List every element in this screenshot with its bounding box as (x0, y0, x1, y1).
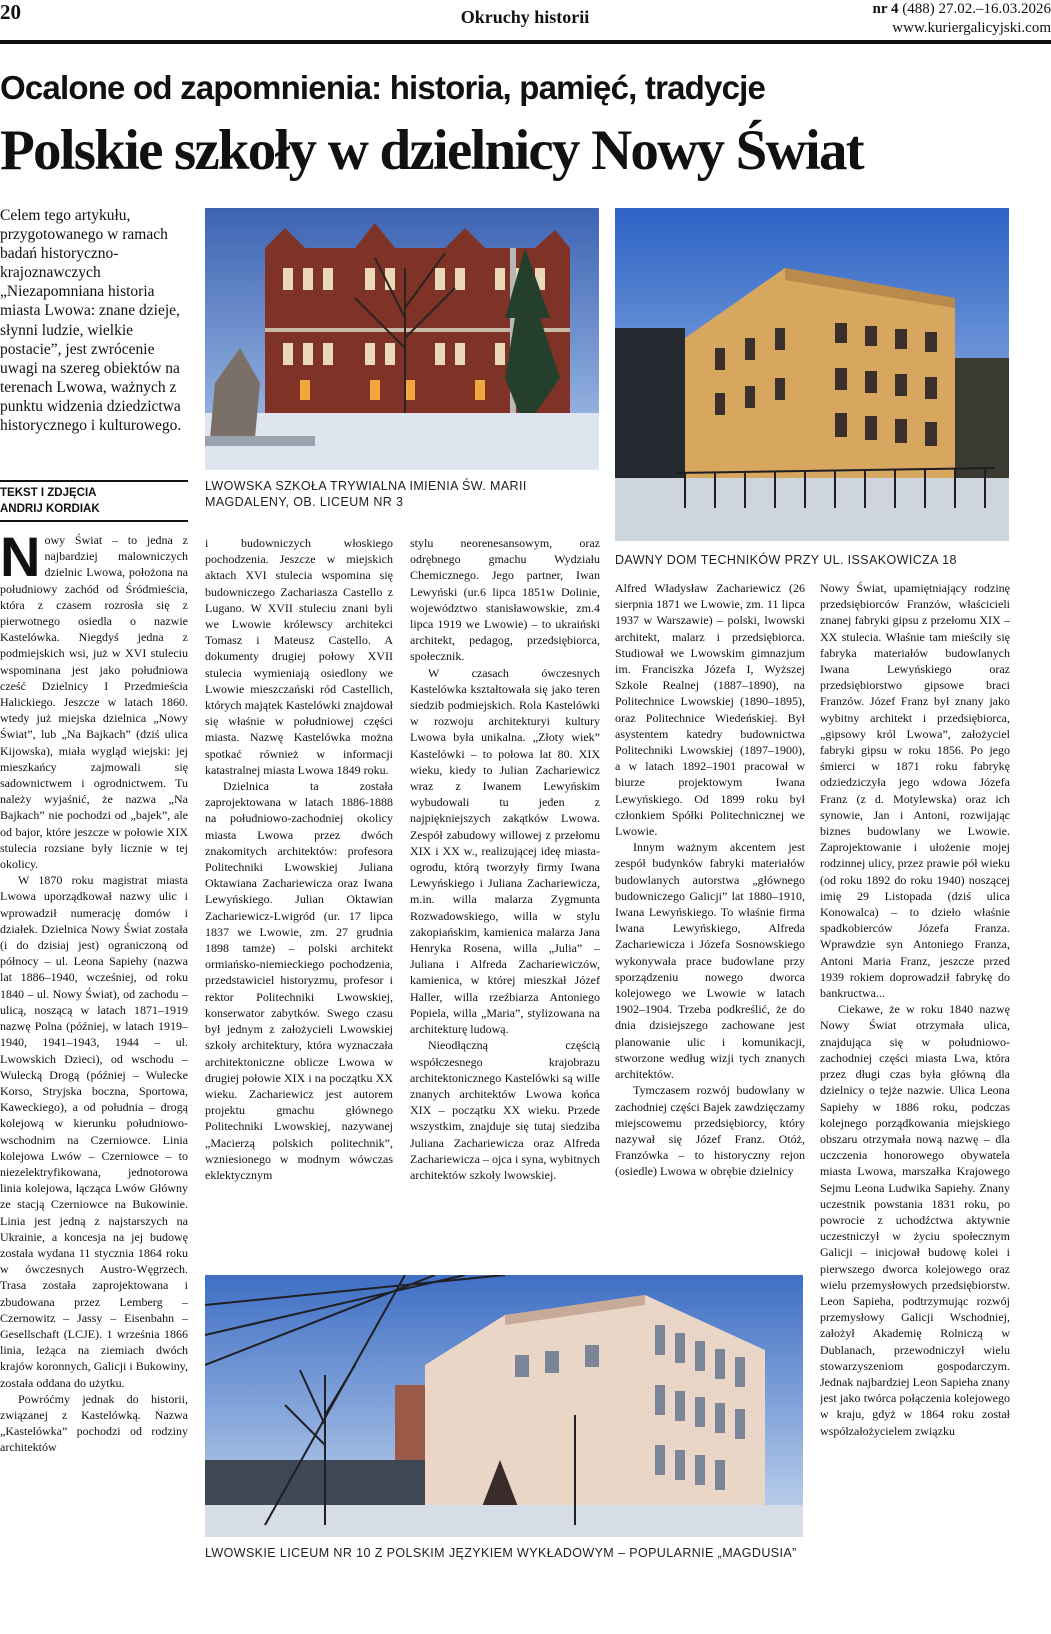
article-title: Polskie szkoły w dzielnicy Nowy Świat (0, 119, 863, 182)
photo-dom-technikow-image (615, 208, 1009, 541)
article-kicker: Ocalone od zapomnienia: historia, pamięć, tradycje (0, 69, 766, 106)
paragraph: stylu neorenesansowym, oraz odrębnego gmachu Wydziału Chemicznego. Jego partner, Iwan Lewyński (ur.6 lipca 1851w Dolinie, województwo stanisławowskie, zm.4 lipca 1919 we Lwowie) – to ukraiński architekt, pedagog, przedsiębiorca, społecznik. (410, 536, 600, 664)
article-column-3 (410, 535, 600, 1268)
drop-cap: N (0, 532, 41, 588)
article-column-2 (205, 535, 393, 1268)
photo-school-nr3-image (205, 208, 599, 470)
photo-school-nr3-caption: LWOWSKA SZKOŁA TRYWIALNA IMIENIA ŚW. MARII MAGDALENY, OB. LICEUM NR 3 (205, 479, 527, 509)
paragraph: Nowy Świat – to jedna z najbardziej malowniczych dzielnic Lwowa, położona na południowy zachód od Śródmieścia, która z czasem rozrosła się z pierwotnego osiedla o nazwie Kastelówka. Niegdyś jedna z podmiejskich wsi, już w XVI stuleciu wspominana jest jako południowa cześć Dzielnicy I Przedmieścia Halickiego. Jeszcze w latach 1860. wtedy już miejska dzielnica „Nowy Świat”, lub „Na Bajkach” (dziś ulica Kijowska), miała wygląd wiejski: jej mieszkańcy zajmowali się sadownictwem i ogrodnictwem. Tu należy wyjaśnić, że nazwa „Na Bajkach” nie pochodzi od „bajek”, ale od bajor, które jeszcze w połowie XIX stulecia rozsiane były licznie w tej okolicy. (0, 532, 188, 872)
photo-dom-technikow (615, 208, 1009, 541)
issue-number: nr 4 (872, 1, 899, 17)
issue-info (751, 0, 1051, 38)
paragraph: W czasach ówczesnych Kastelówka kształtowała się jako teren siedzib podmiejskich. Rola Kastelówki w rozwoju architekturyi kultury Lwowa była unikalna. „Złoty wiek” Kastelówki – to połowa lat 80. XIX wieku, kiedy to Julian Zachariewicz wraz z Iwanem Lewyńskim wybudowali tu jeden z najpiękniejszych zakątków Lwowa. Zespół zabudowy willowej z przełomu XIX i XX w., realizującej ideę miasta-ogrodu, którą tworzyły firmy Iwana Lewyńskiego i Juliana Zachariewicza, m.in. willa malarza Zygmunta Rozwadowskiego, willa w stylu zakopiańskim, kamienica malarza Jana Henryka Rosena, willa „Julia” – Juliana i Alfreda Zachariewiczów, kamienica, w której mieszkał Józef Haller, willa rzeźbiarza Antoniego Popiela, willa „Maria”, stylizowana na architekturę ludową. (410, 665, 600, 1037)
page-header (0, 0, 1051, 44)
page-number: 20 (0, 0, 21, 24)
article-column-4 (615, 580, 805, 1268)
website-link[interactable]: www.kuriergalicyjski.com (892, 20, 1051, 36)
paragraph: Powróćmy jednak do historii, związanej z Kastelówką. Nazwa „Kastelówka” pochodzi od rodziny architektów (0, 1391, 188, 1455)
photo-school-nr3 (205, 208, 599, 470)
byline-author: ANDRIJ KORDIAK (0, 503, 100, 515)
byline (0, 480, 188, 522)
byline-label: TEKST I ZDJĘCIA (0, 487, 97, 499)
paragraph: i budowniczych włoskiego pochodzenia. Jeszcze w miejskich aktach XVI stulecia wspomina się budowniczego Zachariasza Castello z Lugano. W XVII stuleciu znani byli we Lwowie królewscy architekci Tomasz i Mateusz Castello. A dokumenty drugiej połowy XVII stulecia wymieniają osiedlony we Lwowie mieszczański ród Castellich, których majątek Kastelówki znajdował się właśnie w południowej części miasta. Nazwę Kastelówka można spotkać również w informacji katastralnej miasta Lwowa 1849 roku. (205, 536, 393, 777)
paragraph: Nowy Świat, upamiętniający rodzinę przedsiębiorców Franzów, właścicieli znanej fabryki gipsu z przełomu XIX – XX stulecia. Właśnie tam mieściły się fabryka materiałów budowlanych Iwana Lewyńskiego oraz przedsiębiorstwo gipsowe braci Franzów. Józef Franz był znany jako wybitny architekt i przedsiębiorca, „gipsowy król Lwowa”, założyciel fabryki gipsu w roku 1856. Po jego śmierci w 1871 roku fabrykę odziedziczyła jego wdowa Józefa Franz (z d. Motylewska) oraz ich synowie, Jan i Antoni, rozwijając biznes budowlany we Lwowie. Zaprojektowanie i ułożenie mojej rodzinnej ulicy, przez prawie pół wieku (od roku 1892 do roku 1940) noszącej imię 29 Listopada (dziś ulica Konowalca) – to dzieło właśnie spadkobierców Józefa Franza. Wprawdzie syn Antoniego Franza, Antoni Maria Franz, jeszcze przed 1939 rokiem doprowadził fabrykę do bankructwa... (820, 581, 1010, 1001)
paragraph: W 1870 roku magistrat miasta Lwowa uporządkował nazwy ulic i wprowadził numerację domów i działek. Dzielnica Nowy Świat została (i do dzisiaj jest) ograniczoną od północy – ul. Leona Sapiehy (nazwa lat 1886–1940, wcześniej, od roku 1840 – ul. Nowy Świat), od zachodu –ulicą, noszącą w latach 1871–1919 nazwę Polna (później, w latach 1919–1940, 1941–1943, 1944 – ul. Lwowskich Dzieci), od wschodu – Wulecką Drogą (później – Wulecke Korso, Stryjska boczna, Sportowa, Kaweckiego), a od południa – drogą kolejową w kierunku południowo-wschodnim na Czerniowce. Linia kolejowa Lwów – Czerniowce – to niezelektryfikowana, jednotorowa linia kolejowa, łącząca Lwów Główny ze stacją Czerniowce na Bukowinie. Linia jest jedną z najstarszych na Ukrainie, a koncesja na jej budowę została wydana 11 stycznia 1864 roku w ówczesnych Austro-Węgrzech. Trasa została zaprojektowana i zbudowana przez Lemberg – Czernowitz – Jassy – Eisenbahn – Gesellschaft (LCJE). 1 września 1866 linia, leżąca na ziemiach dwóch krajów koronnych, Galicji i Bukowiny, została oddana do użytku. (0, 873, 188, 1390)
section-title: Okruchy historii (460, 7, 590, 27)
article-lead: Celem tego artykułu, przygotowanego w ramach badań historyczno-krajoznawczych „Niezapomniana historia miasta Lwowa: znane dzieje, słynni ludzie, wielkie postacie”, jest zwrócenie uwagi na szereg obiektów na terenach Lwowa, ważnych z punktu widzenia dziedzictwa historycznego i kulturowego. (0, 207, 182, 435)
paragraph: Dzielnica ta została zaprojektowana w latach 1886-1888 na południowo-zachodniej okolicy miasta Lwowa przez dwóch znakomitych architektów: profesora Politechniki Lwowskiej Juliana Oktawiana Zachariewicza oraz Iwana Lewyńskiego. Julian Oktawian Zachariewicz-Lwigród (ur. 17 lipca 1837 we Lwowie, zm. 27 grudnia 1898 tamże) – polski architekt ormiańsko-niemieckiego pochodzenia, przedstawiciel historyzmu, profesor i rektor Politechniki Lwowskiej, konserwator zabytków. Swego czasu był jednym z założycieli Lwowskiej szkoły architektury, która wyznaczała architektoniczne oblicze Lwowa w drugiej połowie XIX i na początku XX wieku. Zachariewicz jest autorem projektu gmachu głównego Politechniki Lwowskiej, nazywanej „Macierzą polskich politechnik”, wzniesionego w modnym wówczas eklektycznym (205, 779, 393, 1182)
paragraph: Ciekawe, że w roku 1840 nazwę Nowy Świat otrzymała ulica, znajdująca się w południowo-zachodniej części miasta Lwa, która przez długi czas była główną dla dzielnicy o tejże nazwie. Ulica Leona Sapiehy w 1886 roku, podczas kolejnego porządkowania miejskiego obszaru otrzymała nową nazwę – dla uczczenia honorowego obywatela miasta Lwowa, marszałka Krajowego Sejmu Leona Ludwika Sapiehy. Znany uczestnik powstania 1831 roku, po powrocie z uchodźctwa aktywnie uczestniczył w życiu społecznym Galicji – inicjował budowę kolei i pierwszego dworca kolejowego oraz wielu przemysłowych przedsiębiorstw. Leon Sapieha, podtrzymując rozwój przemysłowy Galicji Wschodniej, założył Akademię Rolniczą w Dublanach, przewodniczył wielu stowarzyszeniom gospodarczym. Jednak najbardziej Leon Sapieha znany jest jako twórca połączenia kolejowego w kraju, gdyż w 1864 roku został współzałożycielem związku (820, 1002, 1010, 1438)
paragraph: Nieodłączną częścią współczesnego krajobrazu architektonicznego Kastelówki są wille znanych architektów Lwowa końca XIX – początku XX wieku. Przede wszystkim, znajduje się tutaj siedziba Juliana Zachariewicza oraz Alfreda Zachariewicza – ojca i syna, wybitnych architektów szkoły lwowskiej. (410, 1038, 600, 1182)
photo-dom-technikow-caption: DAWNY DOM TECHNIKÓW PRZY UL. ISSAKOWICZA 18 (615, 553, 957, 567)
paragraph: Innym ważnym akcentem jest zespół budynków fabryki materiałów budowlanych autorstwa „głównego budowniczego Galicji” lat 1880–1910, Iwana Lewyńskiego. To właśnie firma Iwana Lewyńskiego, Alfreda Zachariewicza i Józefa Sosnowskiego wykonywała prace budowlane przy sporządzeniu nowego dworca kolejowego we Lwowie w latach 1902–1904. Trzeba podkreślić, że do dnia dzisiejszego zachowane jest planowanie ulic i komunikacji, stworzone według wizji tych znanych architektów. (615, 840, 805, 1082)
photo-liceum-nr10-caption: LWOWSKIE LICEUM NR 10 Z POLSKIM JĘZYKIEM WYKŁADOWYM – POPULARNIE „MAGDUSIA” (205, 1546, 797, 1560)
photo-liceum-nr10 (205, 1275, 803, 1537)
photo-liceum-nr10-image (205, 1275, 803, 1537)
paragraph: Tymczasem rozwój budowlany w zachodniej części Bajek zawdzięczamy miejscowemu przedsiębiorcy, który nazywał się Józef Franz. Otóż, Franzówka – to historyczny rejon (osiedle) Lwowa w obrębie dzielnicy (615, 1083, 805, 1179)
article-column-5 (820, 580, 1010, 1630)
paragraph: Alfred Władysław Zachariewicz (26 sierpnia 1871 we Lwowie, zm. 11 lipca 1937 w Warszawie) – polski, lwowski architekt, malarz i przedsiębiorca. Studiował we Lwowskim gimnazjum im. Franciszka Józefa I, Wyższej Szkole Realnej (1887–1890), na Politechnice Lwowskiej (1890–1895), oraz Politechnice Wiedeńskiej. Był asystentem katedry budownictwa Politechniki Lwowskiej (1897–1900), a w latach 1892–1901 pracował w biurze projektowym Iwana Lewyńskiego. Od 1899 roku był członkiem Spółki Politechnicznej we Lwowie. (615, 581, 805, 839)
article-column-1 (0, 532, 188, 1630)
issue-dates: (488) 27.02.–16.03.2026 (898, 1, 1051, 17)
